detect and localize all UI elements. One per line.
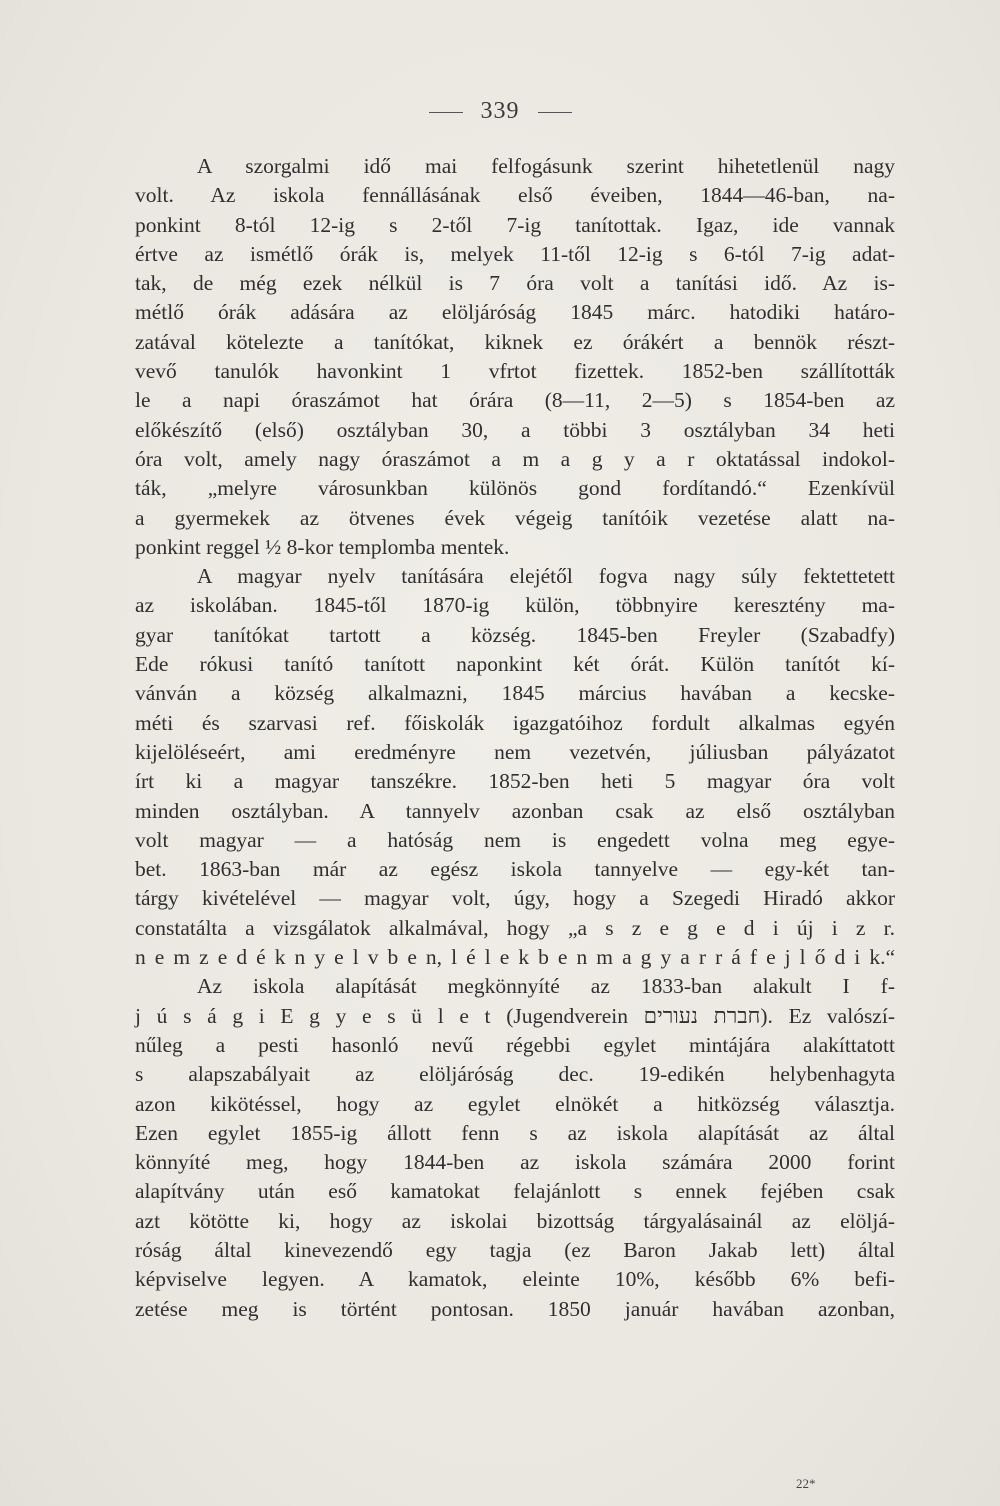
text-line: értve az ismétlő órák is, melyek 11-től 12-ig s 6-tól 7-ig adat- (135, 241, 895, 266)
text-line: Ezen egylet 1855-ig állott fenn s az iskola alapítását az által (135, 1120, 895, 1145)
text-line: A magyar nyelv tanítására elejétől fogva nagy súly fektettetett (197, 564, 895, 589)
text-line: előkészítő (első) osztályban 30, a többi 3 osztályban 34 heti (135, 417, 895, 442)
page-number: 339 (480, 98, 520, 124)
text-line: A szorgalmi idő mai felfogásunk szerint hihetetlenül nagy (197, 154, 895, 178)
text-line: zatával kötelezte a tanítókat, kiknek ez órákért a bennök részt- (135, 329, 895, 354)
text-line: vevő tanulók havonkint 1 vfrtot fizettek. 1852-ben szállították (135, 359, 895, 384)
text-line: azt kötötte ki, hogy az iskolai bizottság tárgyalásainál az elöljá- (135, 1208, 895, 1233)
text-line: azon kikötéssel, hogy az egylet elnökét a hitközség választja. (135, 1091, 895, 1116)
text-line: vánván a község alkalmazni, 1845 március havában a kecske- (135, 681, 895, 706)
text-line: j ú s á g i E g y e s ü l e t (Jugendverein חברת נעורים). Ez valószí- (135, 1003, 895, 1028)
text-line: könnyíté meg, hogy 1844-ben az iskola számára 2000 forint (135, 1150, 895, 1175)
text-line: az iskolában. 1845-től 1870-ig külön, többnyire keresztény ma- (135, 593, 895, 618)
body-text (135, 152, 895, 1324)
page-header (0, 98, 1000, 125)
text-line: kijelöléseért, ami eredményre nem vezetvén, júliusban pályázatot (135, 739, 895, 764)
text-line: tak, de még ezek nélkül is 7 óra volt a tanítási idő. Az is- (135, 271, 895, 296)
text-line: ták, „melyre városunkban különös gond fordítandó.“ Ezenkívül (135, 476, 895, 501)
text-line: róság által kinevezendő egy tagja (ez Baron Jakab lett) által (135, 1237, 895, 1262)
text-line: óra volt, amely nagy óraszámot a m a g y a r oktatással indokol- (135, 446, 895, 471)
text-line: nűleg a pesti hasonló nevű régebbi egylet mintájára alakíttatott (135, 1032, 895, 1057)
text-line: bet. 1863-ban már az egész iskola tannyelve — egy-két tan- (135, 857, 895, 882)
text-line: métlő órák adására az elöljáróság 1845 márc. hatodiki határo- (135, 300, 895, 325)
text-line: gyar tanítókat tartott a község. 1845-ben Freyler (Szabadfy) (135, 622, 895, 647)
text-line: le a napi óraszámot hat órára (8—11, 2—5) s 1854-ben az (135, 388, 895, 413)
text-line: ponkint 8-tól 12-ig s 2-től 7-ig tanítottak. Igaz, ide vannak (135, 212, 895, 237)
text-line: constatálta a vizsgálatok alkalmával, hogy „a s z e g e d i új i z r. (135, 915, 895, 940)
text-line: Az iskola alapítását megkönnyíté az 1833-ban alakult I f- (197, 974, 895, 999)
text-line: a gyermekek az ötvenes évek végeig tanítóik vezetése alatt na- (135, 505, 895, 530)
header-dash-left (429, 112, 463, 113)
text-line: zetése meg is történt pontosan. 1850 január havában azonban, (135, 1296, 895, 1321)
text-line: tárgy kivételével — magyar volt, úgy, hogy a Szegedi Hiradó akkor (135, 886, 895, 911)
text-line: minden osztályban. A tannyelv azonban csak az első osztályban (135, 798, 895, 823)
text-line: volt magyar — a hatóság nem is engedett volna meg egye- (135, 827, 895, 852)
text-line: méti és szarvasi ref. főiskolák igazgatóihoz fordult alkalmas egyén (135, 710, 895, 735)
text-line: írt ki a magyar tanszékre. 1852-ben heti 5 magyar óra volt (135, 769, 895, 794)
text-line: n e m z e d é k n y e l v b e n, l é l e k b e n m a g y a r r á f e j l ő d i k.“ (135, 945, 895, 970)
text-line: Ede rókusi tanító tanított naponkint két órát. Külön tanítót kí- (135, 652, 895, 677)
text-line: volt. Az iskola fennállásának első éveiben, 1844—46-ban, na- (135, 183, 895, 208)
text-line: s alapszabályait az elöljáróság dec. 19-edikén helybenhagyta (135, 1062, 895, 1087)
signature-mark: 22* (796, 1476, 816, 1491)
text-line: ponkint reggel ½ 8-kor templomba mentek. (135, 534, 510, 559)
header-dash-right (538, 112, 572, 113)
text-line: képviselve legyen. A kamatok, eleinte 10%, később 6% befi- (135, 1267, 895, 1292)
text-line: alapítvány után eső kamatokat felajánlott s ennek fejében csak (135, 1179, 895, 1204)
